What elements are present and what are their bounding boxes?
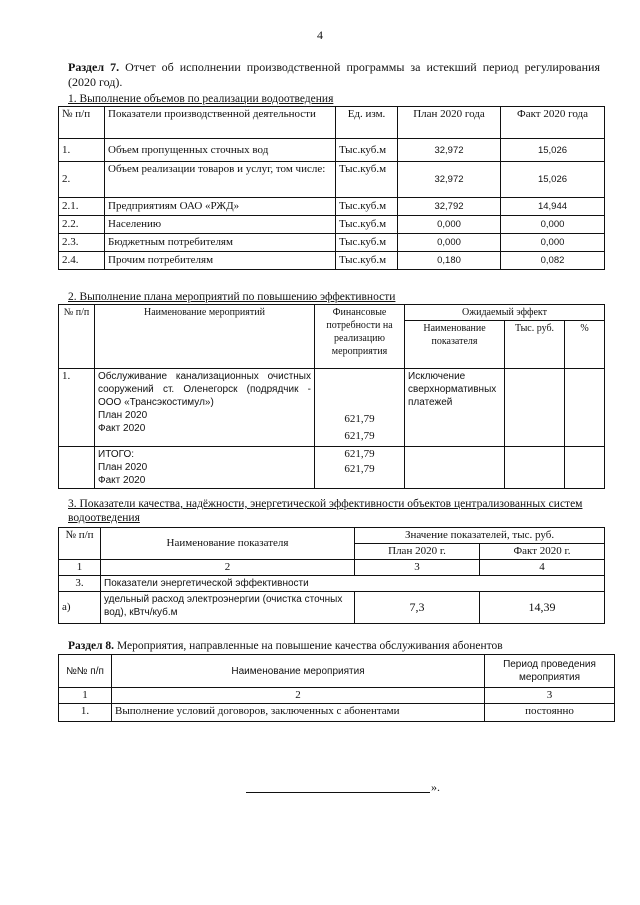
table-service-measures xyxy=(58,654,615,722)
t2-cell-num: 1. xyxy=(59,369,95,447)
t2-plan-label: План 2020 xyxy=(98,410,148,421)
table-row xyxy=(59,592,605,624)
t2-plan-value: 621,79 xyxy=(344,413,375,425)
t1-cell-unit: Тыс.куб.м xyxy=(336,234,398,252)
table-efficiency-plan xyxy=(58,304,605,489)
t1-cell-fact: 15,026 xyxy=(501,139,605,162)
t1-cell-num: 2.4. xyxy=(59,252,105,270)
t3-idx-1: 1 xyxy=(59,560,101,576)
t2-fact-label: Факт 2020 xyxy=(98,423,146,434)
t1-cell-fact: 14,944 xyxy=(501,198,605,216)
t1-header-unit: Ед. изм. xyxy=(336,107,398,139)
t2-cell-name xyxy=(95,369,315,447)
t1-cell-unit: Тыс.куб.м xyxy=(336,139,398,162)
table-row xyxy=(59,369,605,447)
t1-cell-name: Предприятиям ОАО «РЖД» xyxy=(105,198,336,216)
t4-header-num: №№ п/п xyxy=(59,655,112,688)
t1-cell-num: 2.3. xyxy=(59,234,105,252)
table-row xyxy=(59,576,605,592)
t1-cell-plan: 0,180 xyxy=(398,252,501,270)
section7-title-text: Отчет об исполнении производственной программы за истекший период регулирования (2020 год). xyxy=(68,60,600,89)
table-row xyxy=(59,139,605,162)
t3-row-name: удельный расход электроэнергии (очистка сточных вод), кВтч/куб.м xyxy=(101,592,355,624)
t3-header-num: № п/п xyxy=(59,528,101,560)
table-quality-indicators xyxy=(58,527,605,624)
t4-idx-1: 1 xyxy=(59,688,112,704)
t1-cell-num: 2.1. xyxy=(59,198,105,216)
t4-header-period: Период проведения мероприятия xyxy=(485,655,615,688)
t1-cell-plan: 32,792 xyxy=(398,198,501,216)
t1-cell-num: 2. xyxy=(59,162,105,198)
t2-total-fin xyxy=(315,447,405,489)
t3-idx-2: 2 xyxy=(101,560,355,576)
section8-title-text: Мероприятия, направленные на повышение качества обслуживания абонентов xyxy=(116,640,503,652)
t1-cell-fact: 0,000 xyxy=(501,216,605,234)
table1-caption: 1. Выполнение объемов по реализации водоотведения xyxy=(68,93,334,105)
t1-cell-name: Населению xyxy=(105,216,336,234)
table-row xyxy=(59,198,605,216)
t1-header-fact: Факт 2020 года xyxy=(501,107,605,139)
t4-header-name: Наименование мероприятия xyxy=(112,655,485,688)
t2-total-label: ИТОГО: xyxy=(98,449,135,460)
t3-row-fact: 14,39 xyxy=(480,592,605,624)
t1-cell-plan: 0,000 xyxy=(398,234,501,252)
t1-header-name: Показатели производственной деятельности xyxy=(105,107,336,139)
t3-header-fact: Факт 2020 г. xyxy=(480,544,605,560)
t3-header-values: Значение показателей, тыс. руб. xyxy=(355,528,605,544)
t2-cell-fin xyxy=(315,369,405,447)
t2-header-effect: Ожидаемый эффект xyxy=(405,305,605,321)
t1-cell-unit: Тыс.куб.м xyxy=(336,162,398,198)
t2-total-value: 621,79 xyxy=(344,448,375,460)
t2-measure-text: Обслуживание канализационных очистных сооружений ст. Оленегорск (подрядчик - ООО «Трансэкостимул») xyxy=(98,371,311,408)
table-volumes xyxy=(58,106,605,270)
table3-caption: 3. Показатели качества, надёжности, энергетической эффективности объектов централизованных систем водоотведения xyxy=(68,498,583,524)
t1-cell-fact: 0,000 xyxy=(501,234,605,252)
section7-title-bold: Раздел 7. xyxy=(68,60,120,74)
t4-idx-3: 3 xyxy=(485,688,615,704)
t1-cell-name: Прочим потребителям xyxy=(105,252,336,270)
t2-total-num xyxy=(59,447,95,489)
table-row xyxy=(59,252,605,270)
t3-row-plan: 7,3 xyxy=(355,592,480,624)
t1-cell-num: 2.2. xyxy=(59,216,105,234)
t3-row-num: а) xyxy=(59,592,101,624)
t2-header-fin: Финансовые потребности на реализацию мероприятия xyxy=(315,305,405,369)
t2-total-indicator xyxy=(405,447,505,489)
t2-cell-indicator: Исключение сверхнормативных платежей xyxy=(405,369,505,447)
table-row xyxy=(59,162,605,198)
t2-cell-pct xyxy=(565,369,605,447)
section8-title-bold: Раздел 8. xyxy=(68,640,115,652)
page-number: 4 xyxy=(317,28,323,42)
t1-cell-unit: Тыс.куб.м xyxy=(336,252,398,270)
t2-cell-rub xyxy=(505,369,565,447)
t4-row-period: постоянно xyxy=(485,704,615,722)
t1-cell-name: Бюджетным потребителям xyxy=(105,234,336,252)
t1-header-plan: План 2020 года xyxy=(398,107,501,139)
t4-row-num: 1. xyxy=(59,704,112,722)
t2-total-name xyxy=(95,447,315,489)
t2-total-rub xyxy=(505,447,565,489)
t4-row-name: Выполнение условий договоров, заключенных с абонентами xyxy=(112,704,485,722)
t2-fact-value: 621,79 xyxy=(344,430,375,442)
t1-cell-num: 1. xyxy=(59,139,105,162)
table-row xyxy=(59,234,605,252)
t3-header-plan: План 2020 г. xyxy=(355,544,480,560)
section8-title xyxy=(68,640,503,652)
t1-cell-name: Объем реализации товаров и услуг, том числе: xyxy=(105,162,336,198)
t2-header-rub: Тыс. руб. xyxy=(505,321,565,369)
t2-header-indicator: Наименование показателя xyxy=(405,321,505,369)
t1-cell-plan: 32,972 xyxy=(398,139,501,162)
t4-idx-2: 2 xyxy=(112,688,485,704)
t1-cell-plan: 0,000 xyxy=(398,216,501,234)
table-row xyxy=(59,560,605,576)
closing-underline xyxy=(246,792,430,793)
table-row xyxy=(59,216,605,234)
t3-header-name: Наименование показателя xyxy=(101,528,355,560)
t1-cell-plan: 32,972 xyxy=(398,162,501,198)
t1-cell-fact: 15,026 xyxy=(501,162,605,198)
table2-caption: 2. Выполнение плана мероприятий по повышению эффективности xyxy=(68,291,396,303)
t1-cell-unit: Тыс.куб.м xyxy=(336,198,398,216)
t2-header-pct: % xyxy=(565,321,605,369)
t1-cell-unit: Тыс.куб.м xyxy=(336,216,398,234)
t2-header-num: № п/п xyxy=(59,305,95,369)
t3-idx-4: 4 xyxy=(480,560,605,576)
section7-title xyxy=(68,60,600,90)
table-row xyxy=(59,688,615,704)
t3-group-num: 3. xyxy=(59,576,101,592)
t2-total-fact-value: 621,79 xyxy=(344,463,375,475)
t1-cell-fact: 0,082 xyxy=(501,252,605,270)
t3-idx-3: 3 xyxy=(355,560,480,576)
t2-total-plan-label: План 2020 xyxy=(98,462,148,473)
t2-total-fact-label: Факт 2020 xyxy=(98,475,146,486)
t1-cell-name: Объем пропущенных сточных вод xyxy=(105,139,336,162)
table-row xyxy=(59,704,615,722)
closing-quote: ». xyxy=(431,780,440,794)
t1-header-num: № п/п xyxy=(59,107,105,139)
table-row xyxy=(59,447,605,489)
t3-group-label: Показатели энергетической эффективности xyxy=(101,576,605,592)
t2-total-pct xyxy=(565,447,605,489)
t2-header-name: Наименование мероприятий xyxy=(95,305,315,369)
